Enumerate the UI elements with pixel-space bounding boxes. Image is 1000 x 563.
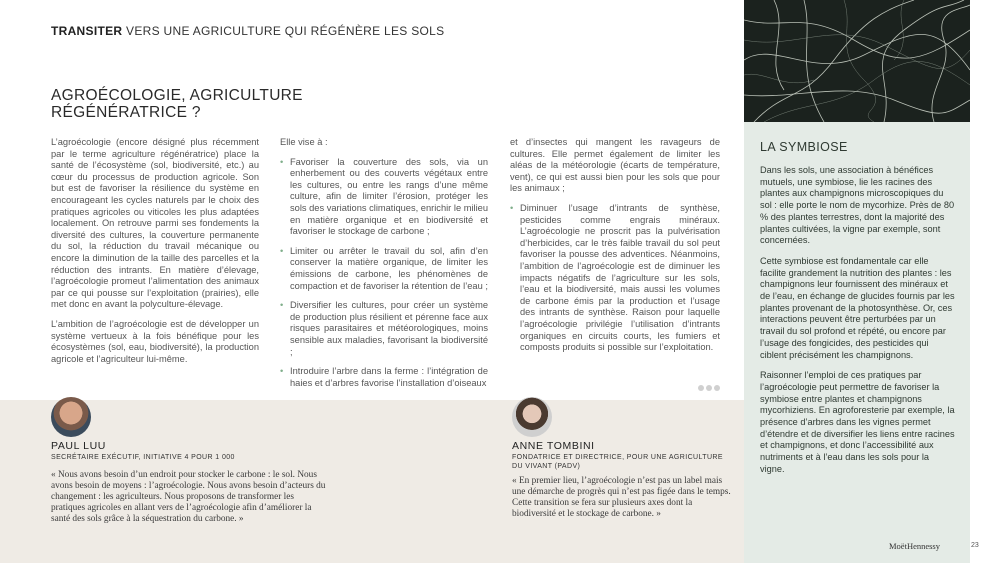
quote1-text: « Nous avons besoin d’un endroit pour stocker le carbone : le sol. Nous avons besoin de moyens : l’agroécologie. Nous avons besoin d’acteurs du changement : les agriculteurs. Nous proposons de transformer les pratiques agricoles en allant vers de l’agroécologie afin d’améliorer la santé des sols grâce à la séquestration du carbone. »	[51, 470, 326, 524]
sidebar-paragraph-3: Raisonner l’emploi de ces pratiques par l’agroécologie peut permettre de favoriser la symbiose entre plantes et champignons mycorhiziens. En agroforesterie par exemple, la présence d’arbres dans les vignes permet d’étendre et de diversifier les liens entre racines et champignons, et donc l’accessibilité aux nutriments et à l’eau dans les sols pour la vigne.	[760, 370, 955, 474]
sidebar-paragraph-1: Dans les sols, une association à bénéfices mutuels, une symbiose, lie les racines des plantes aux champignons microscopiques du sol : elle porte le nom de mycorhize. Près de 80 % des plantes terrestres, dont la majorité des plantes cultivées, la vigne par exemple, sont concernées.	[760, 165, 955, 246]
avatar-anne-tombini	[512, 397, 552, 437]
col3-paragraph: et d’insectes qui mangent les ravageurs de cultures. Elle permet également de limiter les aléas de la météorologie (écarts de température, vent), ce qui est aussi bien pour les sols que pour les animaux ;	[510, 137, 720, 194]
mycorrhiza-image	[744, 0, 970, 122]
header-bold: TRANSITER	[51, 24, 123, 38]
bullet-item: • Diversifier les cultures, pour créer un système de production plus résilient et pérenne face aux risques parasitaires et météorologiques, moins sensible aux maladies, favorisant la biodiversité ;	[280, 300, 488, 358]
column-3	[510, 137, 720, 362]
page-number: 23	[971, 542, 979, 549]
col2-bullet-list	[280, 157, 488, 390]
quote2-name: ANNE TOMBINI	[512, 440, 595, 452]
quote1-name: PAUL LUU	[51, 440, 106, 452]
header-rest: VERS UNE AGRICULTURE QUI RÉGÉNÈRE LES SOLS	[122, 24, 445, 38]
col3-bullet-list	[510, 203, 720, 354]
bullet-item: • Favoriser la couverture des sols, via un enherbement ou des couverts végétaux entre les cultures, ou entre les rangs d’une même culture, afin de limiter l’érosion, protéger les sols des variations climatiques, enrichir le milieu en matière organique et en biodiversité et favoriser le stockage de carbone ;	[280, 157, 488, 238]
sidebar-text	[760, 165, 956, 485]
continuation-dots	[698, 385, 720, 391]
quote1-role: SECRÉTAIRE EXÉCUTIF, INITIATIVE 4 POUR 1 000	[51, 454, 235, 461]
quote2-text: « En premier lieu, l’agroécologie n’est pas un label mais une démarche de progrès qui n’est pas figée dans le temps. Cette transition se fera sur plusieurs axes dont la biodiversité et le stockage de carbone. »	[512, 476, 731, 519]
quote2-role: FONDATRICE ET DIRECTRICE, POUR UNE AGRICULTURE DU VIVANT (PADV)	[512, 454, 723, 470]
column-1	[51, 137, 259, 373]
brand-logo: MoëtHennessy	[889, 541, 940, 551]
bullet-item: • Diminuer l’usage d’intrants de synthèse, pesticides comme engrais minéraux. L’agroécologie ne proscrit pas la pulvérisation d’herbicides, car le très faible travail du sol peut favoriser la pousse des adventices. Néanmoins, l’ambition de l’agroécologie est de diminuer les impacts négatifs de l’agriculture sur les sols, l’eau et la biodiversité, mais aussi les volumes de carbone émis par la production et l’usage des intrants de synthèse. Raison pour laquelle l’agroécologie privilégie l’utilisation d’intrants organiques en circuits courts, les fumiers et composts produits si possible sur l’exploitation.	[510, 203, 720, 354]
avatar-paul-luu	[51, 397, 91, 437]
column-2	[280, 137, 488, 397]
bullet-item: • Limiter ou arrêter le travail du sol, afin d’en conserver la matière organique, de limiter les émissions de carbone, les phénomènes de compaction et de favoriser la rétention de l’eau ;	[280, 246, 488, 292]
page-title	[51, 87, 331, 121]
col1-paragraph-2: L’ambition de l’agroécologie est de développer un système vertueux à la fois bénéfique pour les écosystèmes (sol, eau, biodiversité), la production agricole et l’agriculteur lui-même.	[51, 318, 259, 364]
title-line-1: AGROÉCOLOGIE, AGRICULTURE	[51, 87, 303, 104]
col1-paragraph-1: L’agroécologie (encore désigné plus récemment par le terme agriculture régénératrice) place la santé de l’écosystème (sol, biodiversité, etc.) au cœur du processus de production agricole. Son but est de favoriser la résilience du système en encourageant les cycles naturels par le choix des pratiques agricoles ou viticoles les plus adaptées localement. On retrouve parmi ses fondements la diversité des cultures, la couverture permanente du sol, la réduction du travail mécanique ou encore la diminution de la taille des parcelles et la réduction des intrants. En matière d’élevage, l’agroécologie promeut l’alimentation des animaux par ce qui pousse sur l’exploitation (prairies), elle met donc en avant la polyculture-élevage.	[51, 137, 259, 310]
section-header	[51, 24, 444, 38]
bullet-item: • Introduire l’arbre dans la ferme : l’intégration de haies et d’arbres favorise l’installation d’oiseaux	[280, 366, 488, 389]
sidebar-paragraph-2: Cette symbiose est fondamentale car elle facilite grandement la nutrition des plantes : les champignons leur fournissent des minéraux et de l’eau, en échange de glucides fournis par les plantes provenant de la photosynthèse. Or, ces interactions peuvent être perturbées par un travail du sol profond et répété, ou encore par l’usage des fongicides, des pesticides qui ciblent précisément les champignons.	[760, 255, 955, 360]
col2-intro: Elle vise à :	[280, 137, 328, 147]
title-line-2: RÉGÉNÉRATRICE ?	[51, 104, 201, 121]
sidebar-title: LA SYMBIOSE	[760, 140, 848, 154]
